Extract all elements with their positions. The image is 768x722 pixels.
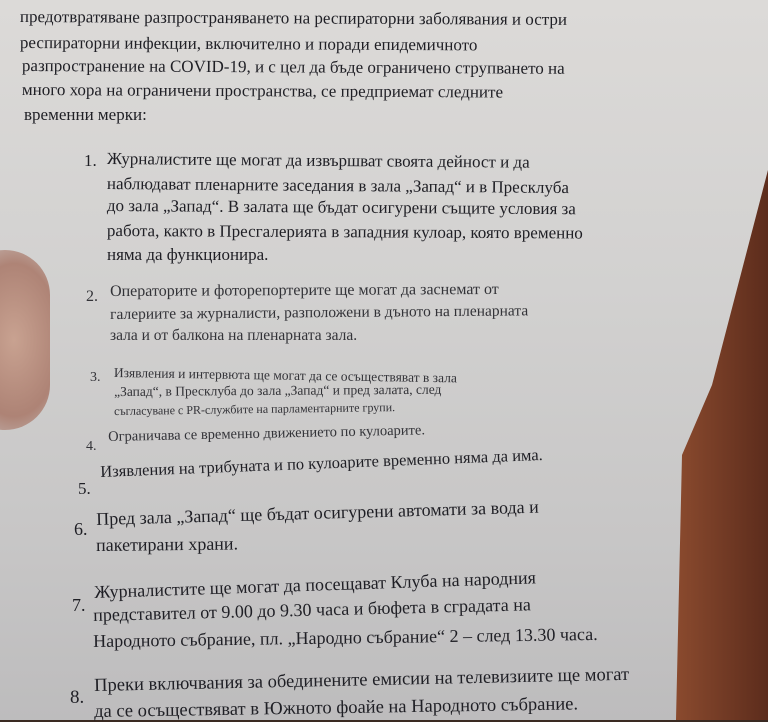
item-1-line: няма да функционира. bbox=[107, 245, 269, 264]
item-7-line: Народното събрание, пл. „Народно събрание“ 2 – след 13.30 часа. bbox=[92, 623, 598, 651]
item-1-line: работа, както в Пресгалерията в западния кулоар, която временно bbox=[106, 221, 583, 243]
intro-line: предотвратяване разпространяването на респираторни заболявания и остри bbox=[19, 7, 568, 29]
item-5-line: Изявления на трибуната и по кулоарите временно няма да има. bbox=[99, 445, 544, 481]
item-4-number: 4. bbox=[86, 439, 97, 454]
intro-line: много хора на ограничени пространства, се предприемат следните bbox=[21, 80, 504, 102]
item-4-line: Ограничава се временно движението по кулоарите. bbox=[107, 422, 426, 445]
item-7-line: Журналистите ще могат да посещават Клуба на народния bbox=[93, 567, 537, 602]
item-3-number: 3. bbox=[90, 370, 101, 385]
item-2-line: Операторите и фоторепортерите ще могат да заснемат от bbox=[109, 280, 499, 300]
item-7-number: 7. bbox=[72, 595, 86, 615]
item-8-line: Преки включвания за обединените емисии на телевизиите ще могат bbox=[93, 664, 630, 696]
item-8-number: 8. bbox=[70, 687, 85, 708]
item-2-line: галериите за журналисти, разположени в дъното на пленарната bbox=[109, 302, 529, 323]
item-2-line: зала и от балкона на пленарната зала. bbox=[110, 327, 358, 344]
item-1-line: наблюдават пленарните заседания в зала „Запад“ и в Пресклуба bbox=[106, 174, 570, 198]
item-3-line: „Запад“, в Пресклуба до зала „Запад“ и пред залата, след bbox=[113, 381, 442, 399]
item-1-number: 1. bbox=[84, 151, 97, 170]
item-6-number: 6. bbox=[74, 519, 88, 539]
item-5-number: 5. bbox=[78, 479, 91, 498]
item-3-line: Изявления и интервюта ще могат да се осъществяват в зала bbox=[113, 365, 458, 386]
item-6-line: Пред зала „Запад“ ще бъдат осигурени автомати за вода и bbox=[95, 496, 540, 529]
intro-line: респираторни инфекции, включително и поради епидемичното bbox=[19, 33, 478, 55]
intro-line: разпространение на COVID-19, и с цел да бъде ограничено струпването на bbox=[21, 56, 565, 78]
item-3-line: съгласуване с PR-службите на парламентарните групи. bbox=[113, 400, 396, 418]
item-6-line: пакетирани храни. bbox=[95, 533, 239, 555]
item-7-line: представител от 9.00 до 9.30 часа и бюфета в сградата на bbox=[92, 594, 532, 625]
intro-line: временни мерки: bbox=[24, 105, 147, 124]
item-1-line: до зала „Запад“. В залата ще бъдат осигурени същите условия за bbox=[106, 196, 576, 219]
item-8-line: да се осъществяват в Южното фоайе на Народното събрание. bbox=[93, 694, 579, 722]
item-1-line: Журналистите ще могат да извършват своята дейност и да bbox=[106, 149, 530, 172]
item-2-number: 2. bbox=[86, 288, 98, 305]
